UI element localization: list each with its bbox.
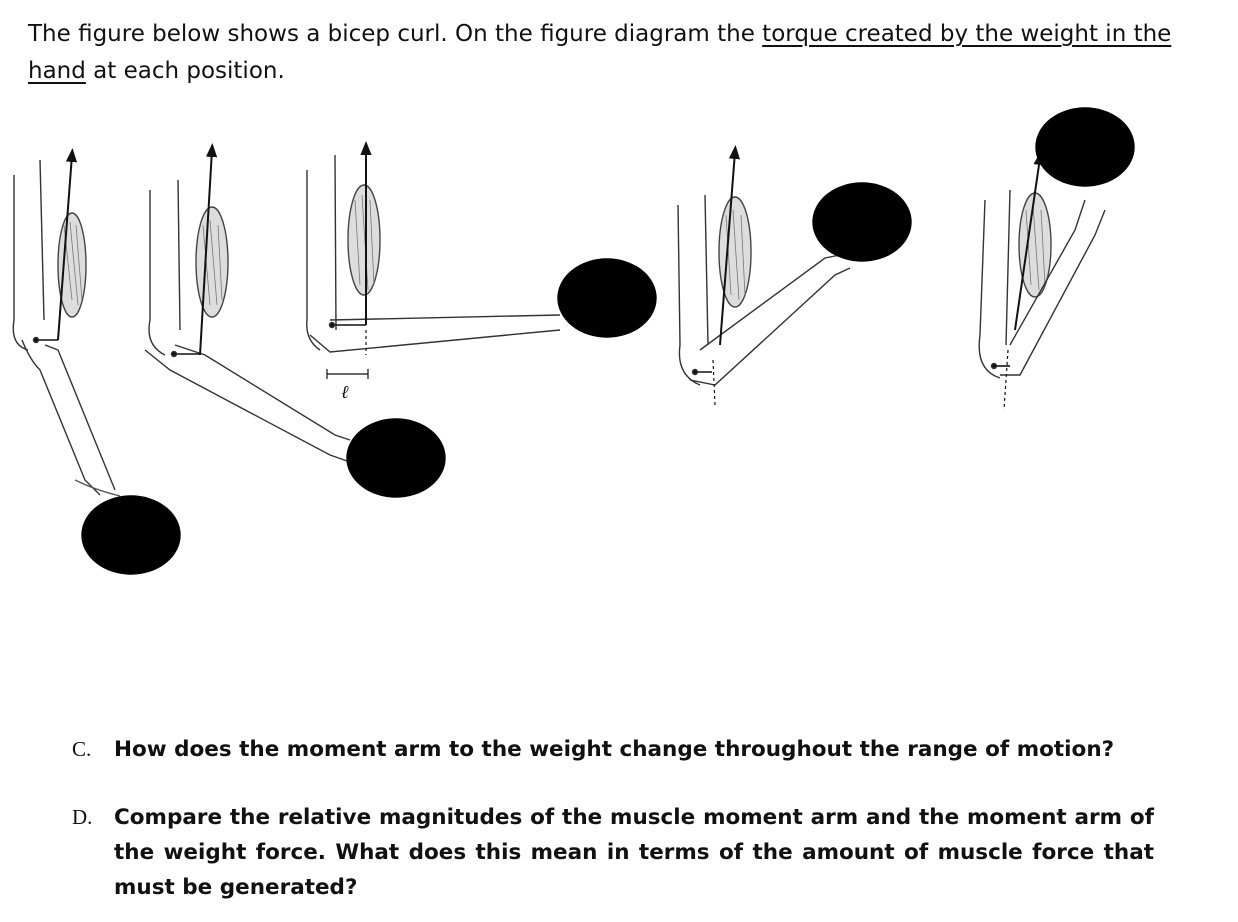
intro-underlined-phrase: torque created by the weight in the hand <box>28 21 1172 84</box>
weight-in-hand <box>82 496 180 574</box>
humerus-outline <box>678 205 700 385</box>
humerus-shaft <box>40 160 44 320</box>
forearm-radius <box>175 345 350 440</box>
bicep-curl-figure <box>0 100 1238 600</box>
arm-position-1 <box>13 155 180 574</box>
weight-in-hand <box>558 259 656 337</box>
intro-text-part2: at each position. <box>85 58 285 84</box>
arm-position-4 <box>678 152 911 405</box>
intro-text-part1: The figure below shows a bicep curl. On the figure diagram the <box>28 21 763 47</box>
biceps-muscle <box>196 207 228 317</box>
forearm-ulna <box>690 268 850 385</box>
forearm-ulna <box>22 340 100 495</box>
moment-arm-label: ℓ <box>341 382 349 403</box>
humerus-outline <box>307 170 320 350</box>
question-d <box>72 800 1162 910</box>
humerus-outline <box>13 175 28 350</box>
question-c <box>72 732 1162 767</box>
question-c-text: How does the moment arm to the weight change throughout the range of motion? <box>114 737 1115 762</box>
question-c-letter: C. <box>72 737 92 761</box>
arm-position-3 <box>307 148 656 403</box>
question-d-letter: D. <box>72 805 93 829</box>
weight-in-hand <box>1036 108 1134 186</box>
intro-paragraph <box>28 16 1178 90</box>
moment-arm-dimension <box>327 369 368 379</box>
forearm-ulna <box>1000 210 1105 375</box>
forearm-ulna <box>145 350 350 462</box>
forearm-ulna <box>310 330 560 352</box>
arm-position-2 <box>145 150 445 497</box>
biceps-muscle <box>348 185 380 295</box>
forearm-radius <box>330 315 560 320</box>
biceps-muscle <box>58 213 86 317</box>
weight-in-hand <box>813 183 911 261</box>
arm-position-5 <box>979 108 1134 410</box>
humerus-outline <box>149 190 165 355</box>
weight-in-hand <box>347 419 445 497</box>
question-d-text: Compare the relative magnitudes of the muscle moment arm and the moment arm of the weight force. What does this mean in terms of the amount of muscle force that must be generated? <box>114 805 1154 900</box>
humerus-outline <box>979 200 1000 378</box>
